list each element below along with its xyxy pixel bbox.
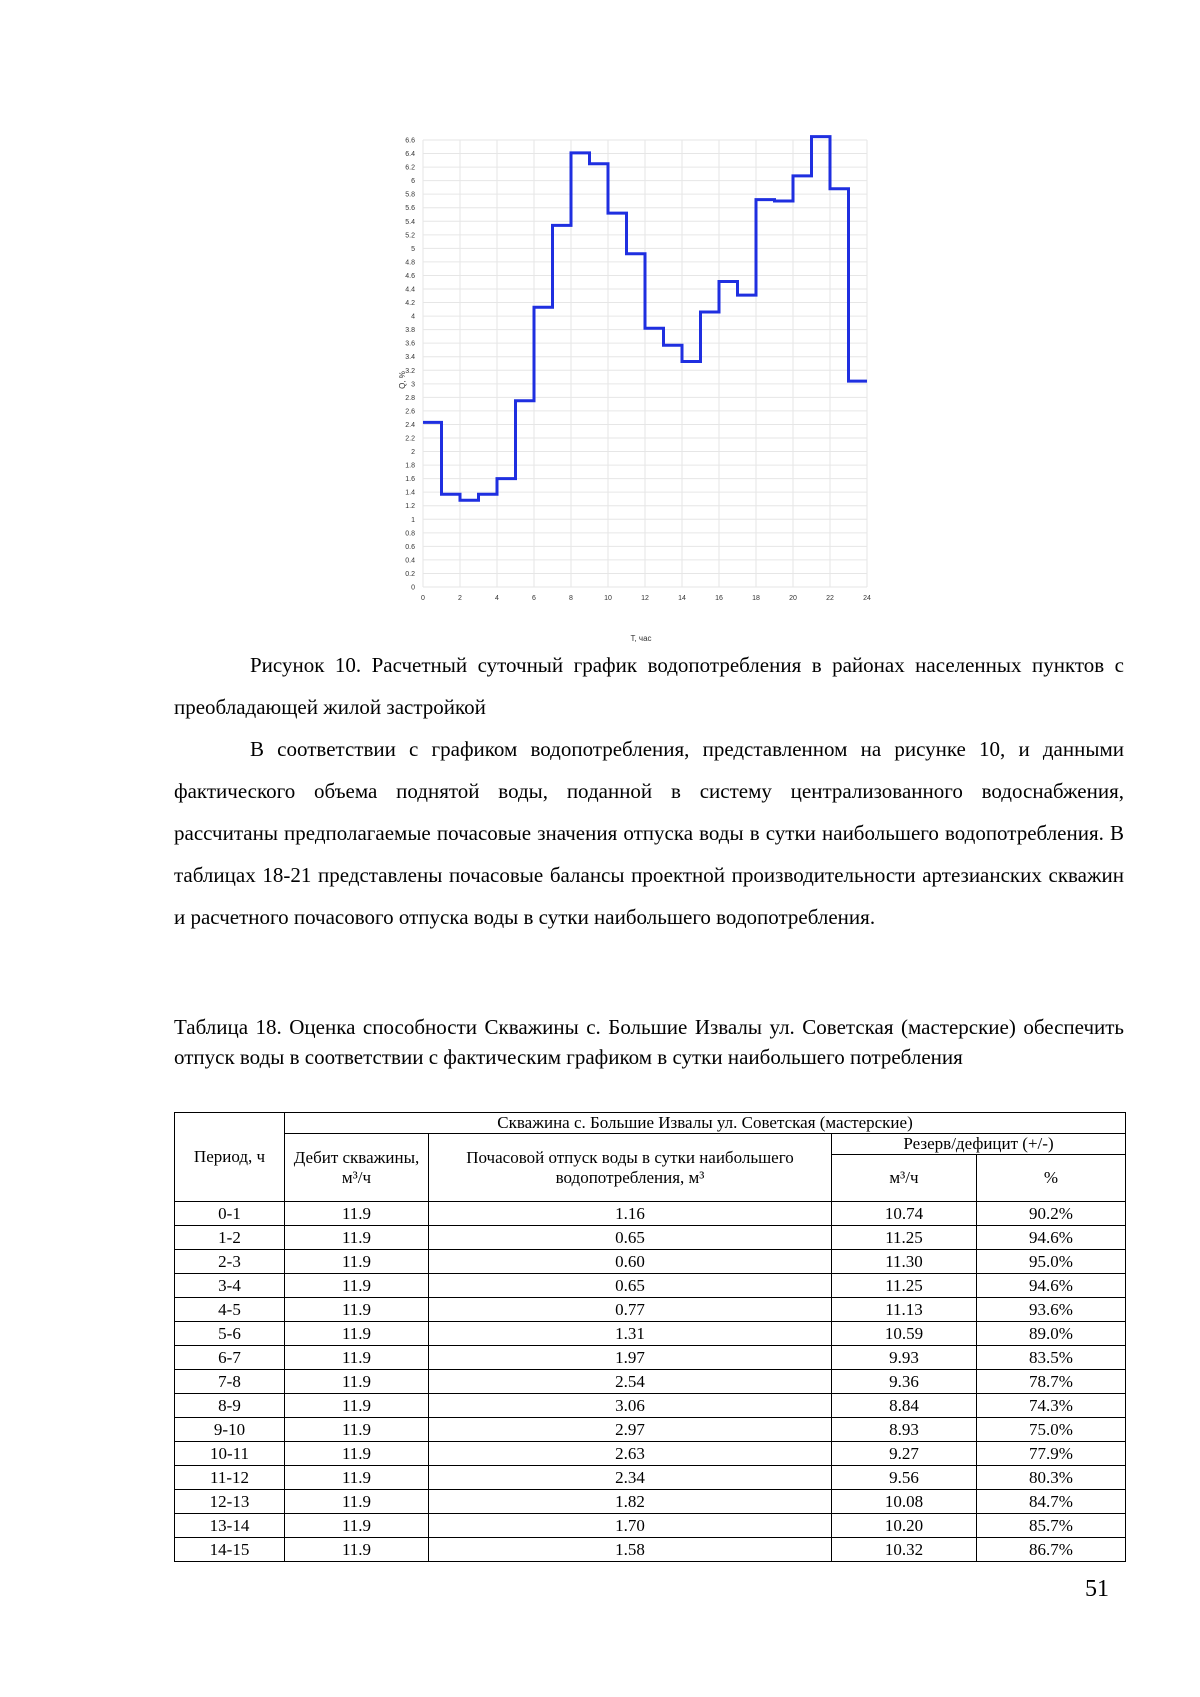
x-tick-label: 24 [863, 595, 871, 602]
table-row [175, 1418, 1126, 1442]
y-tick-label: 0 [411, 584, 415, 592]
table-cell: 1.31 [429, 1322, 832, 1346]
table-row [175, 1442, 1126, 1466]
table-cell: 11.9 [285, 1538, 429, 1562]
y-tick-label: 2.6 [405, 408, 415, 416]
table-cell: 11.25 [832, 1226, 977, 1250]
table-cell: 10.20 [832, 1514, 977, 1538]
table-cell: 9.56 [832, 1466, 977, 1490]
table-cell: 11.9 [285, 1226, 429, 1250]
y-tick-label: 6.4 [405, 151, 415, 159]
table-cell: 12-13 [175, 1490, 285, 1514]
balance-table [174, 1112, 1126, 1562]
table-cell: 11.9 [285, 1346, 429, 1370]
table-cell: 10.74 [832, 1202, 977, 1226]
table-cell: 11.9 [285, 1514, 429, 1538]
table-cell: 2.97 [429, 1418, 832, 1442]
x-tick-label: 6 [532, 595, 536, 602]
table-cell: 8-9 [175, 1394, 285, 1418]
x-tick-label: 14 [678, 595, 686, 602]
table-cell: 3-4 [175, 1274, 285, 1298]
table-cell: 11.9 [285, 1322, 429, 1346]
x-tick-label: 4 [495, 595, 499, 602]
table-row [175, 1466, 1126, 1490]
table-cell: 11.9 [285, 1250, 429, 1274]
table-cell: 77.9% [977, 1442, 1126, 1466]
y-tick-label: 4.2 [405, 300, 415, 308]
x-axis-ticks [421, 595, 871, 602]
table-cell: 0-1 [175, 1202, 285, 1226]
y-tick-label: 5.6 [405, 205, 415, 213]
table-cell: 1.58 [429, 1538, 832, 1562]
x-tick-label: 22 [826, 595, 834, 602]
table-cell: 7-8 [175, 1370, 285, 1394]
table-cell: 8.84 [832, 1394, 977, 1418]
table-row [175, 1346, 1126, 1370]
y-tick-label: 0.8 [405, 530, 415, 538]
y-tick-label: 5.8 [405, 191, 415, 199]
table-cell: 94.6% [977, 1226, 1126, 1250]
table-row [175, 1538, 1126, 1562]
table-cell: 1-2 [175, 1226, 285, 1250]
table-row [175, 1370, 1126, 1394]
table-cell: 11.9 [285, 1394, 429, 1418]
x-tick-label: 8 [569, 595, 573, 602]
table-cell: 11.9 [285, 1490, 429, 1514]
page-number: 51 [1085, 1576, 1109, 1602]
table-cell: 11.30 [832, 1250, 977, 1274]
table-cell: 1.97 [429, 1346, 832, 1370]
table-caption: Таблица 18. Оценка способности Скважины с. Большие Извалы ул. Советская (мастерские) обеспечить отпуск воды в соответствии с фактическим графиком в сутки наибольшего потребления [174, 1015, 1124, 1069]
table-cell: 10-11 [175, 1442, 285, 1466]
y-tick-label: 2.4 [405, 421, 415, 429]
x-tick-label: 18 [752, 595, 760, 602]
table-cell: 11.9 [285, 1466, 429, 1490]
table-cell: 94.6% [977, 1274, 1126, 1298]
table-cell: 86.7% [977, 1538, 1126, 1562]
x-tick-label: 0 [421, 595, 425, 602]
table-cell: 1.82 [429, 1490, 832, 1514]
figure-caption: Рисунок 10. Расчетный суточный график водопотребления в районах населенных пунктов с преобладающей жилой застройкой [174, 653, 1124, 719]
y-tick-label: 1.4 [405, 489, 415, 497]
table-cell: 11-12 [175, 1466, 285, 1490]
y-tick-label: 3.6 [405, 340, 415, 348]
header-supply: Почасовой отпуск воды в сутки наибольшего водопотребления, м³ [429, 1134, 832, 1202]
table-cell: 4-5 [175, 1298, 285, 1322]
y-tick-label: 5.2 [405, 232, 415, 240]
table-cell: 0.77 [429, 1298, 832, 1322]
y-tick-label: 1.6 [405, 476, 415, 484]
table-cell: 11.9 [285, 1418, 429, 1442]
header-reserve-m3: м³/ч [832, 1155, 977, 1202]
table-cell: 10.08 [832, 1490, 977, 1514]
y-tick-label: 2 [411, 449, 415, 457]
table-cell: 11.9 [285, 1274, 429, 1298]
table-cell: 11.9 [285, 1298, 429, 1322]
y-tick-label: 2.8 [405, 394, 415, 402]
x-tick-label: 16 [715, 595, 723, 602]
table-cell: 2.63 [429, 1442, 832, 1466]
table-cell: 84.7% [977, 1490, 1126, 1514]
y-tick-label: 4.6 [405, 272, 415, 280]
y-tick-label: 0.6 [405, 543, 415, 551]
table-cell: 85.7% [977, 1514, 1126, 1538]
header-reserve-pct: % [977, 1155, 1126, 1202]
y-tick-label: 3.4 [405, 354, 415, 362]
table-cell: 8.93 [832, 1418, 977, 1442]
body-paragraph: В соответствии с графиком водопотребления, представленном на рисунке 10, и данными фактического объема поднятой воды, поданной в систему централизованного водоснабжения, рассчитаны предполагаемые почасовые значения отпуска воды в сутки наибольшего водопотребления. В таблицах 18-21 представлены почасовые балансы проектной производительности артезианских скважин и расчетного почасового отпуска воды в сутки наибольшего водопотребления. [174, 737, 1124, 929]
table-body [175, 1202, 1126, 1562]
table-cell: 9.36 [832, 1370, 977, 1394]
water-consumption-chart [395, 128, 955, 648]
table-cell: 10.59 [832, 1322, 977, 1346]
y-axis-ticks [405, 138, 415, 592]
table-cell: 89.0% [977, 1322, 1126, 1346]
header-period: Период, ч [175, 1113, 285, 1202]
table-row [175, 1514, 1126, 1538]
y-tick-label: 4.8 [405, 259, 415, 267]
table-cell: 2-3 [175, 1250, 285, 1274]
table-cell: 14-15 [175, 1538, 285, 1562]
table-cell: 90.2% [977, 1202, 1126, 1226]
table-cell: 0.65 [429, 1226, 832, 1250]
y-tick-label: 3.8 [405, 327, 415, 335]
table-cell: 74.3% [977, 1394, 1126, 1418]
table-cell: 13-14 [175, 1514, 285, 1538]
y-tick-label: 1.2 [405, 503, 415, 511]
table-cell: 2.34 [429, 1466, 832, 1490]
table-cell: 5-6 [175, 1322, 285, 1346]
table-cell: 2.54 [429, 1370, 832, 1394]
table-cell: 3.06 [429, 1394, 832, 1418]
table-row [175, 1490, 1126, 1514]
x-axis-label: T, час [630, 634, 652, 643]
header-reserve: Резерв/дефицит (+/-) [832, 1134, 1126, 1155]
y-tick-label: 6.6 [405, 137, 415, 145]
x-tick-label: 12 [641, 595, 649, 602]
table-cell: 1.70 [429, 1514, 832, 1538]
x-tick-label: 20 [789, 595, 797, 602]
table-cell: 11.13 [832, 1298, 977, 1322]
table-cell: 93.6% [977, 1298, 1126, 1322]
table-cell: 11.9 [285, 1370, 429, 1394]
table-row [175, 1274, 1126, 1298]
table-cell: 9-10 [175, 1418, 285, 1442]
y-tick-label: 4 [411, 313, 415, 321]
table-row [175, 1250, 1126, 1274]
y-tick-label: 5.4 [405, 218, 415, 226]
y-tick-label: 2.2 [405, 435, 415, 443]
table-cell: 78.7% [977, 1370, 1126, 1394]
table-row [175, 1226, 1126, 1250]
table-row [175, 1394, 1126, 1418]
header-well: Скважина с. Большие Извалы ул. Советская (мастерские) [285, 1113, 1126, 1134]
table-cell: 95.0% [977, 1250, 1126, 1274]
table-cell: 83.5% [977, 1346, 1126, 1370]
table-cell: 1.16 [429, 1202, 832, 1226]
y-tick-label: 0.4 [405, 557, 415, 565]
y-tick-label: 4.4 [405, 286, 415, 294]
table-row [175, 1298, 1126, 1322]
y-tick-label: 6.2 [405, 164, 415, 172]
y-tick-label: 1 [411, 516, 415, 524]
table-cell: 6-7 [175, 1346, 285, 1370]
table-cell: 11.9 [285, 1202, 429, 1226]
y-tick-label: 5 [411, 245, 415, 253]
table-cell: 11.25 [832, 1274, 977, 1298]
table-row [175, 1202, 1126, 1226]
table-cell: 11.9 [285, 1442, 429, 1466]
y-tick-label: 3 [411, 381, 415, 389]
table-cell: 75.0% [977, 1418, 1126, 1442]
x-tick-label: 10 [604, 595, 612, 602]
y-tick-label: 3.2 [405, 367, 415, 375]
table-cell: 9.27 [832, 1442, 977, 1466]
header-debit: Дебит скважины, м³/ч [285, 1134, 429, 1202]
y-axis-label: Q, % [398, 371, 407, 389]
chart-grid [423, 140, 867, 587]
table-cell: 80.3% [977, 1466, 1126, 1490]
table-cell: 10.32 [832, 1538, 977, 1562]
table-cell: 0.60 [429, 1250, 832, 1274]
table-cell: 9.93 [832, 1346, 977, 1370]
y-tick-label: 6 [411, 178, 415, 186]
table-cell: 0.65 [429, 1274, 832, 1298]
y-tick-label: 1.8 [405, 462, 415, 470]
y-tick-label: 0.2 [405, 570, 415, 578]
table-row [175, 1322, 1126, 1346]
x-tick-label: 2 [458, 595, 462, 602]
